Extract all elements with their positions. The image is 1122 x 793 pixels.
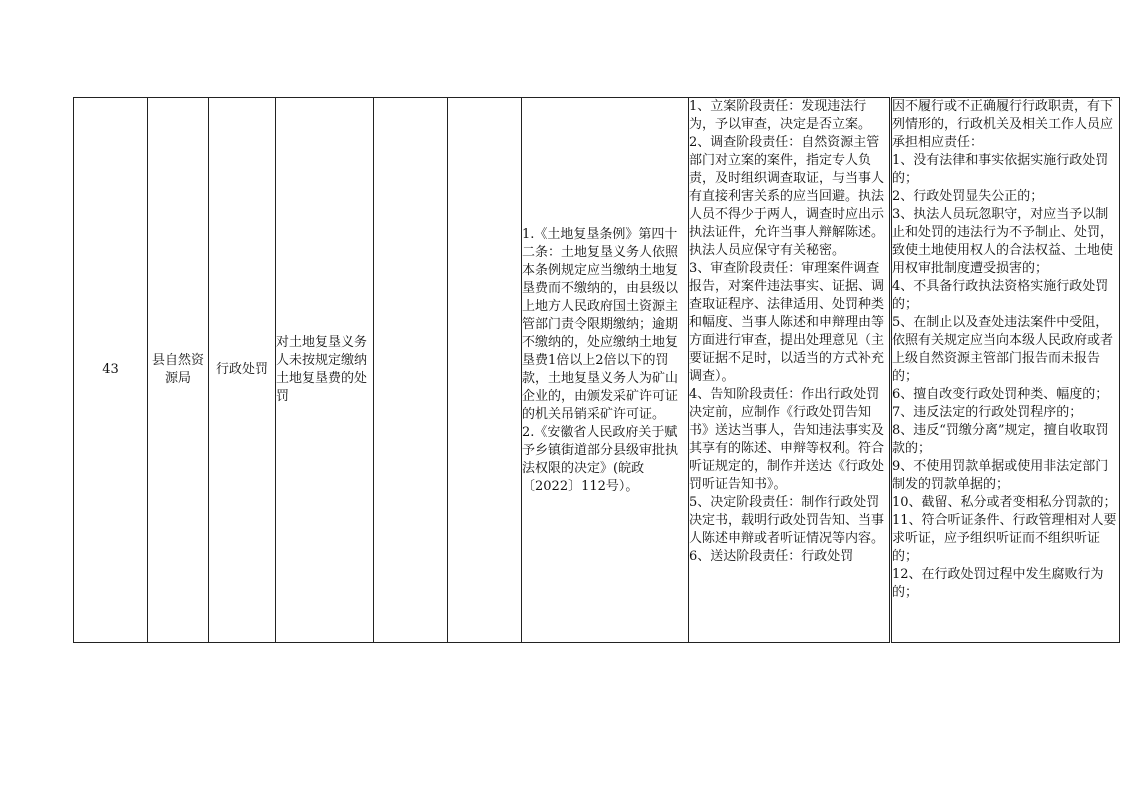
responsibility-item: 4、告知阶段责任：作出行政处罚决定前，应制作《行政处罚告知书》送达当事人，告知违法事实及其享有的陈述、申辩等权利。符合听证规定的，制作并送达《行政处罚听证告知书》。 [689,387,885,492]
accountability-item: 1、没有法律和事实依据实施行政处罚的； [892,153,1109,186]
accountability-item: 因不履行或不正确履行行政职责，有下列情形的，行政机关及相关工作人员应承担相应责任： [892,99,1114,150]
accountability-item: 5、在制止以及查处违法案件中受阻，依照有关规定应当向本级人民政府或者上级自然资源主管部门报告而未报告的； [892,315,1114,384]
responsibility-item: 2、调查阶段责任：自然资源主管部门对立案的案件，指定专人负责，及时组织调查取证，与当事人有直接利害关系的应当回避。执法人员不得少于两人，调查时应出示执法证件，允许当事人辩解陈述。执法人员应保守有关秘密。 [689,135,885,258]
department-cell: 县自然资源局 [148,98,209,643]
accountability-item: 8、违反“罚缴分离”规定，擅自收取罚款的； [892,423,1109,456]
sub-item-cell [374,98,448,643]
legal-basis-item: 1.《土地复垦条例》第四十二条：土地复垦义务人依照本条例规定应当缴纳土地复垦费而不缴纳的，由县级以上地方人民政府国土资源主管部门责令限期缴纳；逾期不缴纳的，处应缴纳土地复垦费1倍以上2倍以下的罚款，土地复垦义务人为矿山企业的，由颁发采矿许可证的机关吊销采矿许可证。 [522,227,679,422]
accountability-item: 3、执法人员玩忽职守，对应当予以制止和处罚的违法行为不予制止、处罚，致使土地使用权人的合法权益、土地使用权审批制度遭受损害的； [892,207,1114,276]
accountability-cell [891,98,1120,643]
accountability-item: 10、截留、私分或者变相私分罚款的； [892,495,1117,510]
power-type-cell: 行政处罚 [209,98,276,643]
power-list-table [73,97,1120,643]
row-number: 43 [74,98,148,643]
accountability-item: 7、违反法定的行政处罚程序的； [892,405,1083,420]
table-row [74,98,1120,643]
blank-cell [448,98,522,643]
responsibility-item: 6、送达阶段责任：行政处罚 [689,549,854,564]
item-name-cell: 对土地复垦义务人未按规定缴纳土地复垦费的处罚 [276,98,374,643]
responsibility-cell [689,98,891,643]
responsibility-item: 3、审查阶段责任：审理案件调查报告，对案件违法事实、证据、调查取证程序、法律适用、处罚种类和幅度、当事人陈述和申辩理由等方面进行审查，提出处理意见（主要证据不足时，以适当的方式补充调查）。 [689,261,885,384]
legal-basis-item: 2.《安徽省人民政府关于赋予乡镇街道部分县级审批执法权限的决定》(皖政〔2022〕112号）。 [522,425,679,494]
accountability-item: 9、不使用罚款单据或使用非法定部门制发的罚款单据的； [892,459,1109,492]
legal-basis-cell [522,98,689,643]
accountability-item: 2、行政处罚显失公正的； [892,189,1044,204]
responsibility-item: 1、立案阶段责任：发现违法行为，予以审查，决定是否立案。 [689,99,872,132]
accountability-item: 12、在行政处罚过程中发生腐败行为的； [892,567,1104,600]
accountability-item: 4、不具备行政执法资格实施行政处罚的； [892,279,1109,312]
responsibility-item: 5、决定阶段责任：制作行政处罚决定书，载明行政处罚告知、当事人陈述申辩或者听证情况等内容。 [689,495,885,546]
accountability-item: 6、擅自改变行政处罚种类、幅度的； [892,387,1109,402]
accountability-item: 11、符合听证条件、行政管理相对人要求听证，应予组织听证而不组织听证的； [892,513,1117,564]
